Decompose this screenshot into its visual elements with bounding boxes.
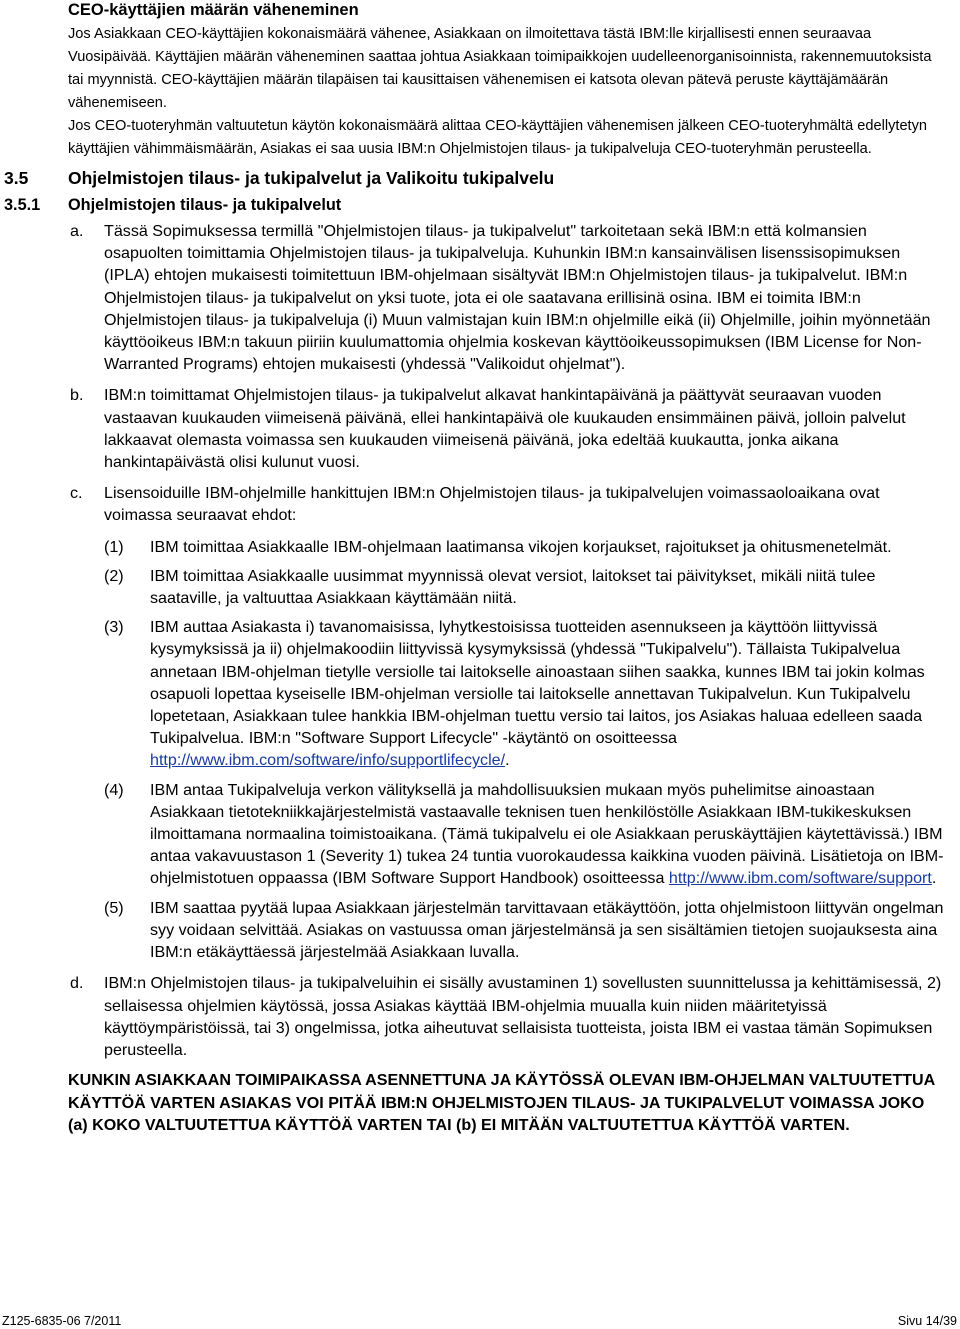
item-label: a. bbox=[70, 222, 84, 240]
section-3-5-heading bbox=[4, 166, 944, 190]
trailing-period: . bbox=[505, 751, 510, 770]
sub-item-label: (1) bbox=[104, 537, 124, 556]
sub-item-1 bbox=[104, 536, 944, 558]
software-support-link[interactable]: http://www.ibm.com/software/support bbox=[668, 869, 932, 888]
section-3-5-1-heading bbox=[4, 193, 944, 217]
sub-item-4 bbox=[104, 779, 944, 890]
page-number: Sivu 14/39 bbox=[897, 1314, 957, 1328]
item-text: Lisensoiduille IBM-ohjelmille hankittujen IBM:n Ohjelmistojen tilaus- ja tukipalvelujen voimassaoloaikana ovat voimassa seuraavat ehdot: bbox=[104, 484, 880, 525]
item-text: IBM:n toimittamat Ohjelmistojen tilaus- ja tukipalvelut alkavat hankintapäivänä ja päättyvät seuraavan vuoden vastaavan kuukauden viimeisenä päivänä, ellei hankintapäivä ole kuukauden ensimmäinen päivä, jolloin palvelut lakkaavat olemasta voimassa sen kuukauden viimeisenä päivänä, joka edeltää kuukautta, jonka aikana hankintapäivästä olisi kulunut vuosi. bbox=[104, 386, 906, 472]
item-label: d. bbox=[70, 974, 84, 993]
list-item-b bbox=[70, 384, 944, 473]
sub-item-5 bbox=[104, 897, 944, 964]
item-text: Tässä Sopimuksessa termillä "Ohjelmistojen tilaus- ja tukipalvelut" tarkoitetaan sekä IBM:n että kolmansien osapuolten toimittamia Ohjelmistojen tilaus- ja tukipalveluja. Kuhunkin IBM:n kansainvälisen lisenssisopimuksen (IPLA) ehtojen mukaisesti toimitettuun IBM-ohjelmaan sisältyvät IBM:n Ohjelmistojen tilaus- ja tukipalvelut. IBM:n Ohjelmistojen tilaus- ja tukipalvelut on yksi tuote, jota ei ole saatavana erillisinä osina. IBM ei toimita IBM:n Ohjelmistojen tilaus- ja tukipalveluja (i) Muun valmistajan kuin IBM:n ohjelmille eikä (ii) Ohjelmille, joihin myönnetään käyttöoikeus IBM:n takuun piiriin kuulumattomia ohjelmia koskevan käyttöoikeussopimuksen (IBM License for Non-Warranted Programs) ehtojen mukaisesti (yhdessä "Valikoidut ohjelmat"). bbox=[104, 222, 931, 374]
uppercase-statement: KUNKIN ASIAKKAAN TOIMIPAIKASSA ASENNETTUNA JA KÄYTÖSSÄ OLEVAN IBM-OHJELMAN VALTUUTETTUA KÄYTTÖÄ VARTEN ASIAKAS VOI PITÄÄ IBM:N OHJELMISTOJEN TILAUS- JA TUKIPALVELUT VOIMASSA JOKO (a) KOKO VALTUUTETTUA KÄYTTÖÄ VARTEN TAI (b) EI MITÄÄN VALTUUTETTUA KÄYTTÖÄ VARTEN. bbox=[68, 1071, 935, 1135]
document-body bbox=[4, 0, 944, 1137]
sub-item-label: (5) bbox=[104, 898, 124, 917]
sub-item-text: IBM saattaa pyytää lupaa Asiakkaan järjestelmän tarvittavaan etäkäyttöön, jotta ohjelmistoon liittyvän ongelman syy voidaan selvittää. Asiakas on vastuussa oman järjestelmänsä ja sen sisältämien tietojen suojauksesta aina IBM:n etäkäyttäessä järjestelmää Asiakkaan luvalla. bbox=[150, 898, 944, 962]
paragraph-ceo-reduction-1: Jos Asiakkaan CEO-käyttäjien kokonaismäärä vähenee, Asiakkaan on ilmoitettava tästä IBM:lle kirjallisesti ennen seuraavaa Vuosipäivää. Käyttäjien määrän väheneminen saattaa johtua Asiakkaan toimipaikkojen uudelleenorganisoinnista, rakennemuutoksista tai myynnistä. CEO-käyttäjien määrän tilapäisen tai kausittaisen vähenemisen ei katsota olevan pätevä peruste käyttäjämäärän vähenemiseen. bbox=[68, 26, 932, 111]
sub-item-label: (4) bbox=[104, 780, 124, 799]
trailing-period: . bbox=[931, 869, 937, 888]
heading-ceo-reduction: CEO-käyttäjien määrän väheneminen bbox=[68, 1, 359, 19]
item-list bbox=[70, 220, 944, 1061]
paragraph-ceo-reduction-2: Jos CEO-tuoteryhmän valtuutetun käytön kokonaismäärä alittaa CEO-käyttäjien vähenemisen jälkeen CEO-tuoteryhmältä edellytetyn käyttäjien vähimmäismäärän, Asiakas ei saa uusia IBM:n Ohjelmistojen tilaus- ja tukipalveluja CEO-tuoteryhmän perusteella. bbox=[68, 118, 928, 157]
item-text: IBM:n Ohjelmistojen tilaus- ja tukipalveluihin ei sisälly avustaminen 1) sovellusten suunnittelussa ja kehittämisessä, 2) sellaisessa ohjelmien käytössä, jossa Asiakas käyttää IBM-ohjelmia muualla kuin niiden määritetyissä käyttöympäristöissä, tai 3) ongelmissa, jotka aiheutuvat sellaisista tuotteista, joista IBM ei vastaa tämän Sopimuksen perusteella. bbox=[104, 974, 942, 1059]
section-number: 3.5.1 bbox=[4, 196, 41, 214]
item-label: c. bbox=[70, 484, 83, 503]
sub-item-2 bbox=[104, 565, 944, 609]
sub-item-text: IBM antaa Tukipalveluja verkon välityksellä ja mahdollisuuksien mukaan myös puhelimitse ainoastaan Asiakkaan tietotekniikkajärjestelmistä vastaavalle teknisen tuen henkilöstölle Asiakkaan IBM-tukikeskuksen ilmoittamana normaalina toimistoaikana. (Tämä tukipalvelu ei ole Asiakkaan peruskäyttäjien käytettävissä.) IBM antaa vakavuustason 1 (Severity 1) tukea 24 tuntia vuorokaudessa kaikkina vuoden päivinä. Lisätietoja on IBM-ohjelmistotuen oppaassa (IBM Software Support Handbook) osoitteessa bbox=[150, 780, 944, 888]
document-id: Z125-6835-06 7/2011 bbox=[2, 1314, 122, 1328]
sub-item-3 bbox=[104, 616, 944, 771]
section-title: Ohjelmistojen tilaus- ja tukipalvelut ja Valikoitu tukipalvelu bbox=[68, 168, 555, 188]
section-number: 3.5 bbox=[4, 168, 29, 188]
list-item-a bbox=[70, 220, 944, 375]
support-lifecycle-link[interactable]: http://www.ibm.com/software/info/supportlifecycle/ bbox=[150, 751, 506, 770]
sub-item-text: IBM toimittaa Asiakkaalle uusimmat myynnissä olevat versiot, laitokset tai päivitykset, mikäli niitä tulee saataville, ja valtuuttaa Asiakkaan käyttämään niitä. bbox=[150, 566, 876, 608]
list-item-d bbox=[70, 972, 944, 1061]
sub-item-text: IBM auttaa Asiakasta i) tavanomaisissa, lyhytkestoisissa tuotteiden asennukseen ja käyttöön liittyvissä kysymyksissä ja ii) ohjelmakoodiin liittyvissä kysymyksissä (yhdessä "Tukipalvelu"). Tällaista Tukipalvelua annetaan IBM-ohjelman tietylle versiolle tai laitokselle ainoastaan siihen saakka, kunnes IBM tai jokin kolmas osapuoli lopettaa kyseiselle IBM-ohjelman versiolle tai laitokselle annettavan Tukipalvelun. Kun Tukipalvelu lopetetaan, Asiakkaan tulee hankkia IBM-ohjelman tuettu versio tai laitos, jos Asiakas haluaa edelleen saada Tukipalvelua. IBM:n "Software Support Lifecycle" -käytäntö on osoitteessa bbox=[150, 618, 925, 748]
item-label: b. bbox=[70, 386, 84, 405]
sub-item-label: (2) bbox=[104, 566, 124, 585]
list-item-c bbox=[70, 482, 944, 526]
sub-item-label: (3) bbox=[104, 618, 124, 637]
section-title: Ohjelmistojen tilaus- ja tukipalvelut bbox=[68, 196, 342, 214]
sub-item-text: IBM toimittaa Asiakkaalle IBM-ohjelmaan laatimansa vikojen korjaukset, rajoitukset ja ohitusmenetelmät. bbox=[150, 537, 892, 556]
